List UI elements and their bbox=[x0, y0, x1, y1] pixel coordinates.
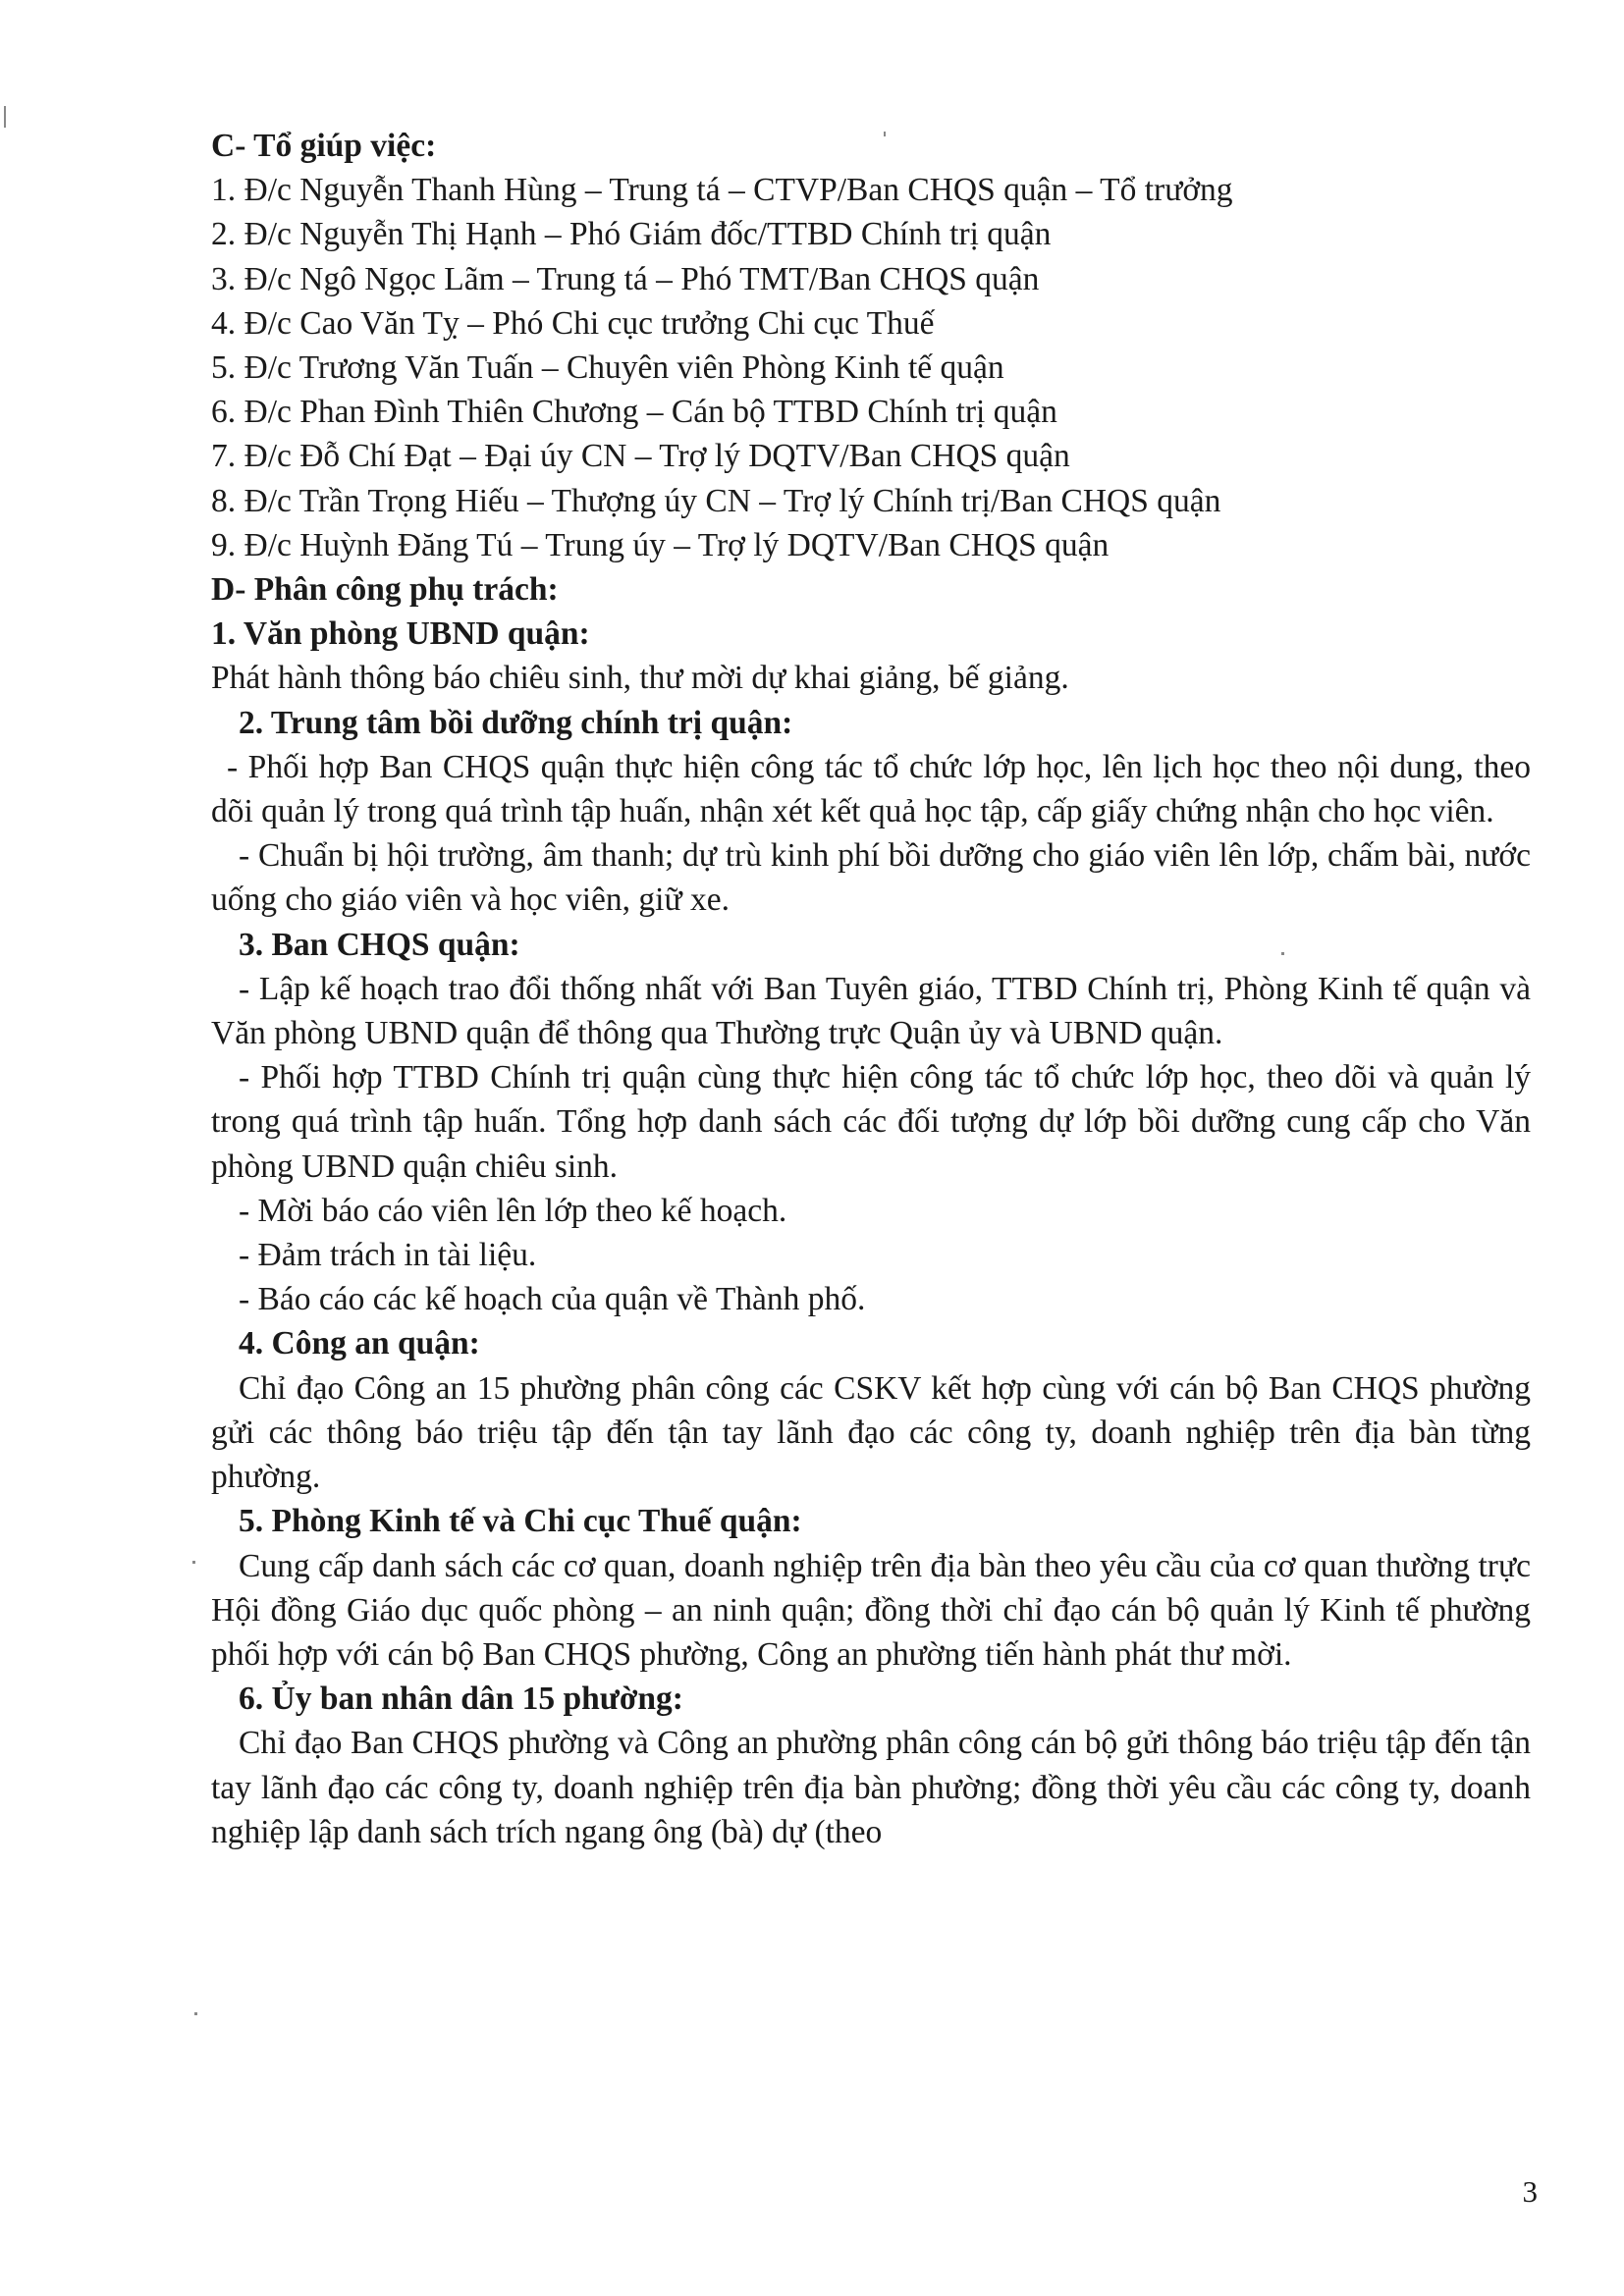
paragraph: - Phối hợp TTBD Chính trị quận cùng thực hiện công tác tổ chức lớp học, theo dõi và quản lý trong quá trình tập huấn. Tổng hợp danh sách các đối tượng dự lớp bồi dưỡng cung cấp cho Văn phòng UBND quận chiêu sinh. bbox=[211, 1059, 1531, 1185]
paragraph: - Chuẩn bị hội trường, âm thanh; dự trù kinh phí bồi dưỡng cho giáo viên lên lớp, chấm bài, nước uống cho giáo viên và học viên, giữ xe. bbox=[211, 837, 1531, 919]
subsection-heading: 4. Công an quận: bbox=[239, 1325, 480, 1362]
paragraph: - Mời báo cáo viên lên lớp theo kế hoạch. bbox=[239, 1192, 787, 1229]
scan-mark bbox=[1281, 952, 1284, 955]
subsection-heading: 1. Văn phòng UBND quận: bbox=[211, 615, 590, 653]
subsection-heading: 3. Ban CHQS quận: bbox=[239, 926, 520, 963]
paragraph: - Đảm trách in tài liệu. bbox=[239, 1237, 537, 1274]
paragraph: Chỉ đạo Ban CHQS phường và Công an phường phân công cán bộ gửi thông báo triệu tập đến tận tay lãnh đạo các công ty, doanh nghiệp trên địa bàn phường; đồng thời yêu cầu các công ty, doanh nghiệp lập danh sách trích ngang ông (bà) dự (theo bbox=[211, 1725, 1531, 1850]
subsection-heading: 5. Phòng Kinh tế và Chi cục Thuế quận: bbox=[239, 1503, 802, 1540]
paragraph: Chỉ đạo Công an 15 phường phân công các CSKV kết hợp cùng với cán bộ Ban CHQS phường gửi các thông báo triệu tập đến tận tay lãnh đạo các công ty, doanh nghiệp trên địa bàn từng phường. bbox=[211, 1369, 1531, 1496]
member-item: 9. Đ/c Huỳnh Đăng Tú – Trung úy – Trợ lý DQTV/Ban CHQS quận bbox=[211, 526, 1110, 563]
member-item: 8. Đ/c Trần Trọng Hiếu – Thượng úy CN – Trợ lý Chính trị/Ban CHQS quận bbox=[211, 482, 1221, 519]
scan-mark bbox=[884, 132, 886, 136]
member-item: 2. Đ/c Nguyễn Thị Hạnh – Phó Giám đốc/TTBD Chính trị quận bbox=[211, 216, 1052, 253]
page-number: 3 bbox=[1522, 2174, 1538, 2209]
subsection-heading: 2. Trung tâm bồi dưỡng chính trị quận: bbox=[239, 704, 793, 741]
paragraph: Cung cấp danh sách các cơ quan, doanh nghiệp trên địa bàn theo yêu cầu của cơ quan thường trực Hội đồng Giáo dục quốc phòng – an ninh quận; đồng thời chỉ đạo cán bộ quản lý Kinh tế phường phối hợp với cán bộ Ban CHQS phường, Công an phường tiến hành phát thư mời. bbox=[211, 1547, 1531, 1673]
paragraph: - Phối hợp Ban CHQS quận thực hiện công tác tổ chức lớp học, lên lịch học theo nội dung, theo dõi quản lý trong quá trình tập huấn, nhận xét kết quả học tập, cấp giấy chứng nhận cho học viên. bbox=[211, 748, 1531, 830]
member-item: 7. Đ/c Đỗ Chí Đạt – Đại úy CN – Trợ lý DQTV/Ban CHQS quận bbox=[211, 438, 1070, 475]
paragraph: - Báo cáo các kế hoạch của quận về Thành phố. bbox=[239, 1281, 866, 1318]
member-item: 5. Đ/c Trương Văn Tuấn – Chuyên viên Phòng Kinh tế quận bbox=[211, 349, 1004, 387]
section-c-heading: C- Tổ giúp việc: bbox=[211, 128, 437, 164]
scan-mark bbox=[4, 106, 6, 128]
paragraph: - Lập kế hoạch trao đổi thống nhất với Ban Tuyên giáo, TTBD Chính trị, Phòng Kinh tế quận và Văn phòng UBND quận để thông qua Thường trực Quận ủy và UBND quận. bbox=[211, 970, 1531, 1052]
scan-mark bbox=[194, 2012, 197, 2015]
member-item: 1. Đ/c Nguyễn Thanh Hùng – Trung tá – CTVP/Ban CHQS quận – Tổ trưởng bbox=[211, 172, 1233, 209]
member-item: 3. Đ/c Ngô Ngọc Lãm – Trung tá – Phó TMT/Ban CHQS quận bbox=[211, 260, 1040, 297]
subsection-heading: 6. Ủy ban nhân dân 15 phường: bbox=[239, 1681, 683, 1718]
member-item: 4. Đ/c Cao Văn Tỵ – Phó Chi cục trưởng Chi cục Thuế bbox=[211, 304, 935, 342]
scan-mark bbox=[192, 1561, 195, 1564]
member-item: 6. Đ/c Phan Đình Thiên Chương – Cán bộ TTBD Chính trị quận bbox=[211, 394, 1057, 431]
section-d-heading: D- Phân công phụ trách: bbox=[211, 571, 559, 609]
paragraph: Phát hành thông báo chiêu sinh, thư mời dự khai giảng, bế giảng. bbox=[211, 660, 1069, 697]
